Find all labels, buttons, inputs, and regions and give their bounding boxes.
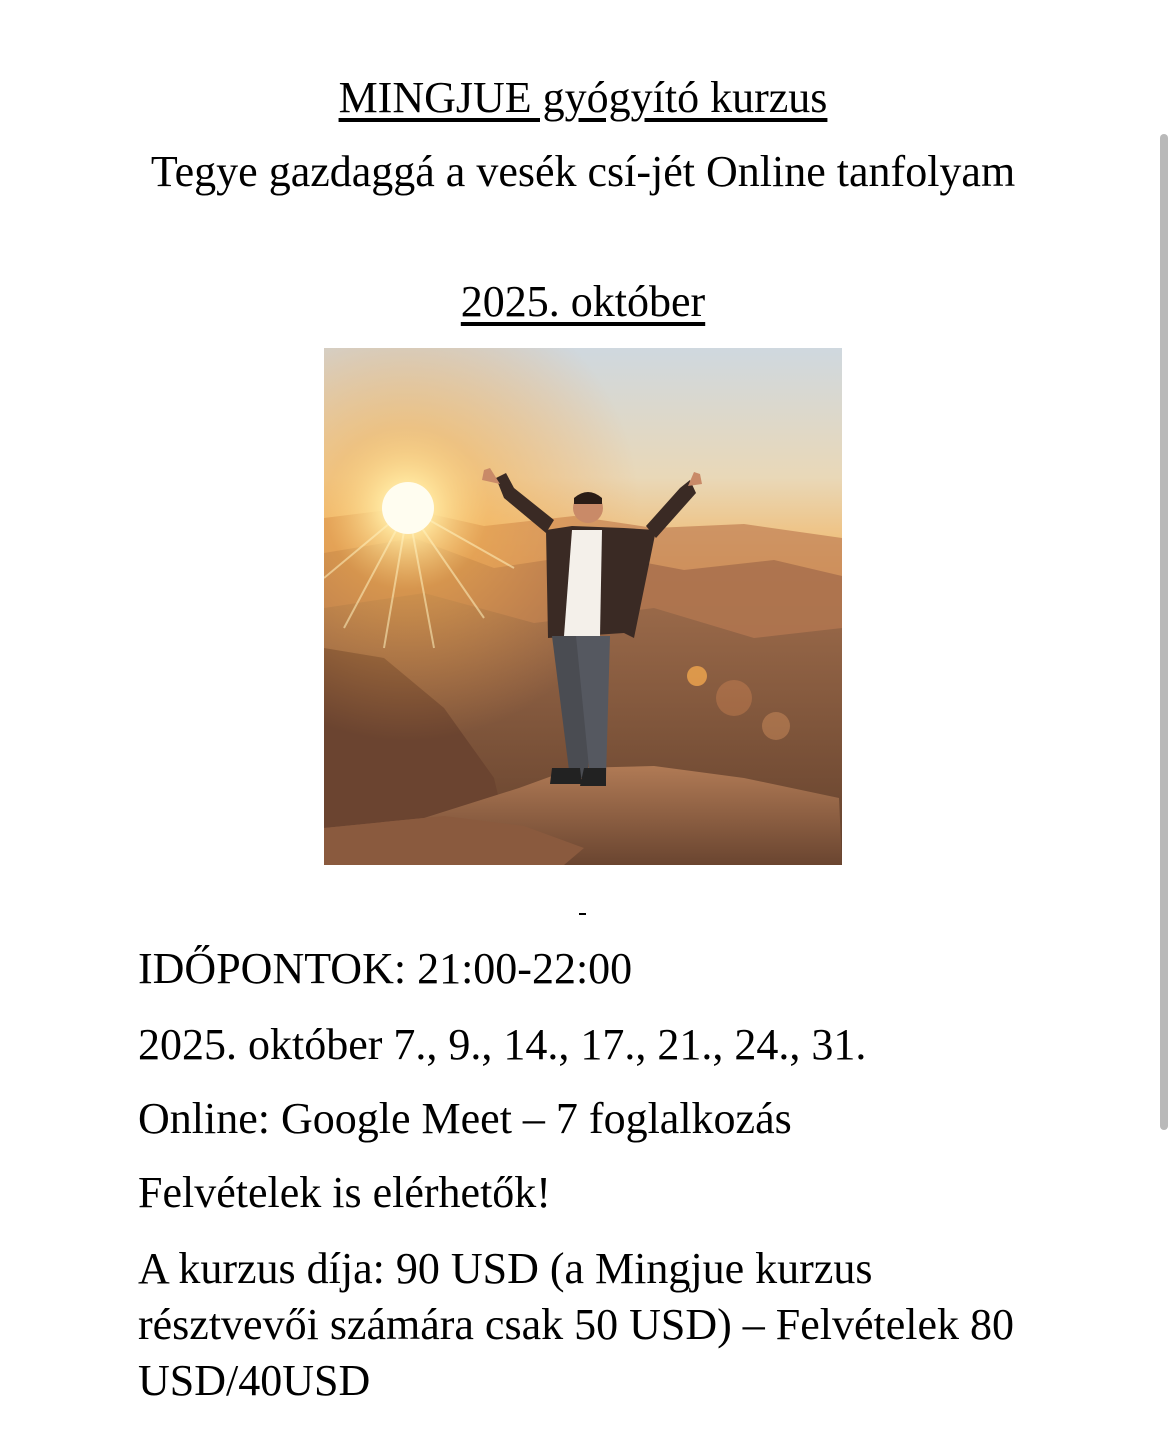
separator [579, 913, 586, 915]
platform-info: Online: Google Meet – 7 foglalkozás [138, 1094, 792, 1143]
schedule-times: IDŐPONTOK: 21:00-22:00 [138, 944, 633, 993]
recordings-info: Felvételek is elérhetők! [138, 1168, 551, 1217]
price-info: A kurzus díja: 90 USD (a Mingjue kurzus résztvevői számára csak 50 USD) – Felvételek 80 USD/40USD [138, 1244, 1015, 1405]
course-month: 2025. október [460, 277, 706, 326]
vertical-scrollbar[interactable] [1160, 134, 1168, 1130]
course-title: MINGJUE gyógyító kurzus [338, 73, 828, 122]
course-subtitle: Tegye gazdaggá a vesék csí-jét Online tanfolyam [150, 147, 1016, 196]
schedule-dates: 2025. október 7., 9., 14., 17., 21., 24., 31. [138, 1020, 867, 1069]
course-photo [324, 348, 842, 865]
